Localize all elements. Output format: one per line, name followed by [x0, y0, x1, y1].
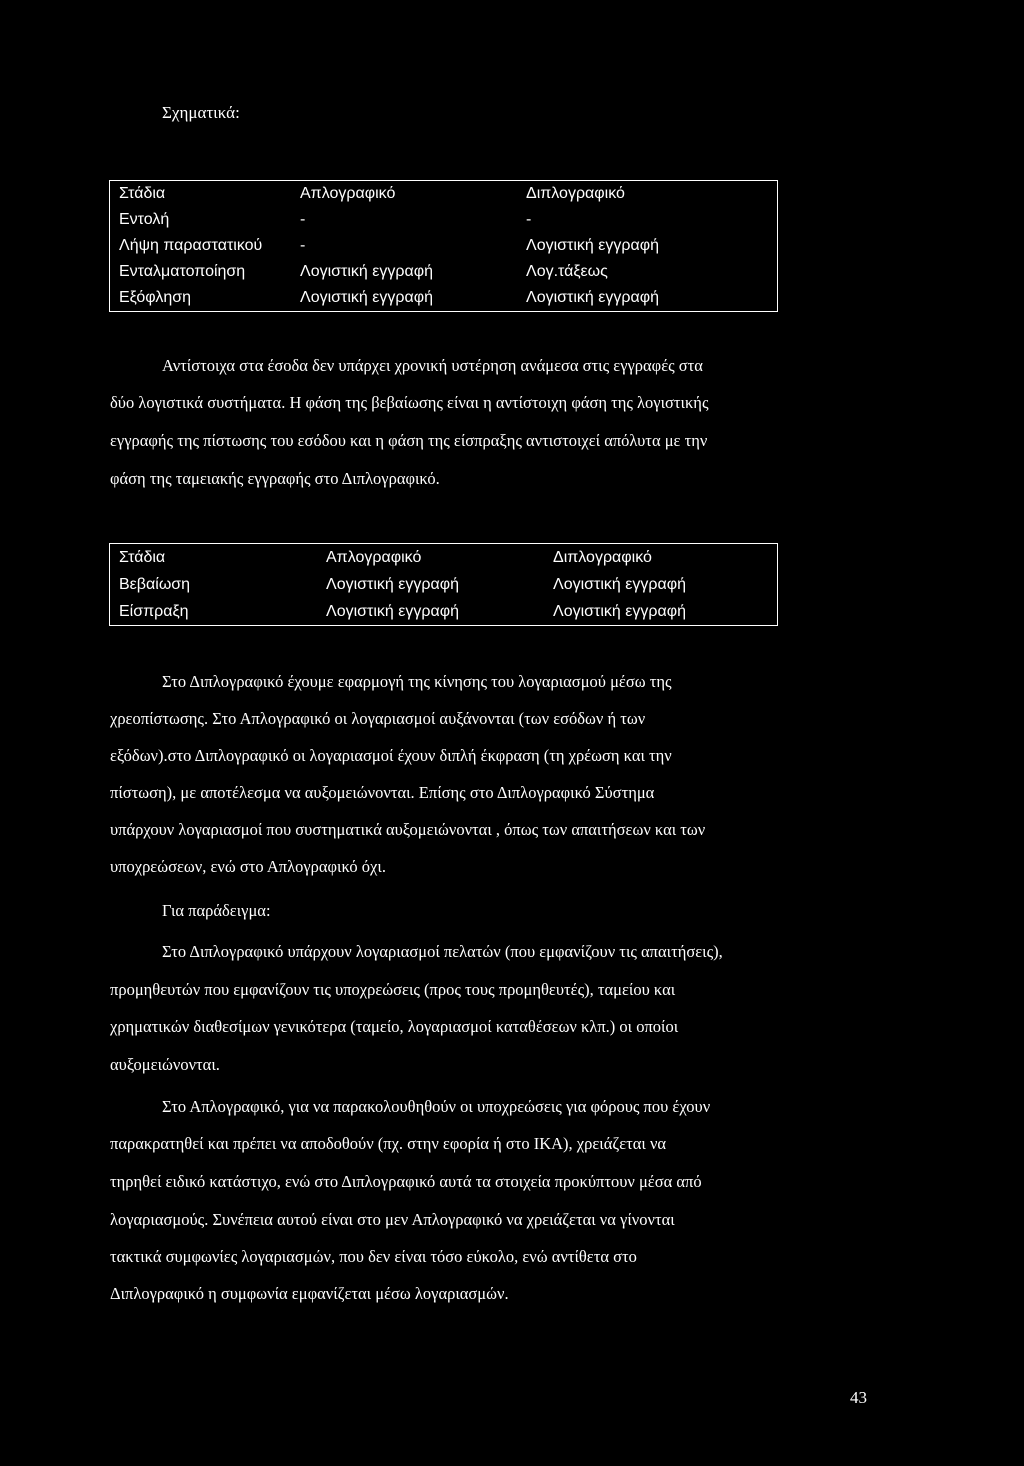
paragraph-line: τακτικά συμφωνίες λογαριασμών, που δεν είναι τόσο εύκολο, ενώ αντίθετα στο	[110, 1247, 637, 1266]
paragraph-line: εξόδων).στο Διπλογραφικό οι λογαριασμοί έχουν διπλή έκφραση (τη χρέωση και την	[110, 746, 672, 765]
paragraph-line: παρακρατηθεί και πρέπει να αποδοθούν (πχ. στην εφορία ή στο ΙΚΑ), χρειάζεται να	[110, 1134, 667, 1153]
paragraph-line: Διπλογραφικό η συμφωνία εμφανίζεται μέσω λογαριασμών.	[110, 1284, 509, 1303]
page-number: 43	[850, 1388, 867, 1407]
table-row	[110, 233, 778, 259]
table-cell: Λήψη παραστατικού	[119, 237, 263, 254]
paragraph-line: Αντίστοιχα στα έσοδα δεν υπάρχει χρονική υστέρηση ανάμεσα στις εγγραφές στα	[162, 356, 703, 375]
table-cell: Λογιστική εγγραφή	[326, 575, 459, 593]
table-cell: Λογ.τάξεως	[526, 263, 608, 280]
table-cell: Λογιστική εγγραφή	[553, 602, 686, 620]
table-cell: Λογιστική εγγραφή	[526, 237, 659, 254]
table-header-row	[110, 544, 778, 572]
paragraph-line: προμηθευτών που εμφανίζουν τις υποχρεώσεις (προς τους προμηθευτές), ταμείου και	[110, 980, 676, 999]
paragraph-line: Στο Διπλογραφικό έχουμε εφαρμογή της κίνησης του λογαριασμού μέσω της	[162, 672, 672, 691]
table-cell: Εντολή	[119, 211, 170, 228]
table-cell: -	[300, 211, 306, 228]
paragraph-line: Στο Διπλογραφικό υπάρχουν λογαριασμοί πελατών (που εμφανίζουν τις απαιτήσεις),	[162, 942, 723, 961]
paragraph-line: υπάρχουν λογαριασμοί που συστηματικά αυξομειώνονται , όπως των απαιτήσεων και των	[110, 820, 706, 839]
paragraph-line: Στο Απλογραφικό, για να παρακολουθηθούν οι υποχρεώσεις για φόρους που έχουν	[162, 1097, 711, 1116]
paragraph-line: τηρηθεί ειδικό κατάστιχο, ενώ στο Διπλογραφικό αυτά τα στοιχεία προκύπτουν μέσα από	[110, 1172, 702, 1191]
table-cell: -	[526, 211, 532, 228]
header-cell: Διπλογραφικό	[526, 185, 625, 202]
table-cell: Βεβαίωση	[119, 575, 191, 593]
table-row	[110, 598, 778, 626]
paragraph-line: φάση της ταμειακής εγγραφής στο Διπλογραφικό.	[110, 469, 440, 488]
paragraph-line: χρεοπίστωσης. Στο Απλογραφικό οι λογαριασμοί αυξάνονται (των εσόδων ή των	[110, 709, 646, 728]
table-row	[110, 259, 778, 285]
paragraph-line: χρηματικών διαθεσίμων γενικότερα (ταμείο, λογαριασμοί καταθέσεων κλπ.) οι οποίοι	[110, 1017, 679, 1036]
table-cell: Λογιστική εγγραφή	[526, 289, 659, 306]
table-row	[110, 571, 778, 598]
stages-table-expenses	[109, 180, 778, 312]
table-cell: Λογιστική εγγραφή	[326, 602, 459, 620]
paragraph-line: πίστωση), με αποτέλεσμα να αυξομειώνονται. Επίσης στο Διπλογραφικό Σύστημα	[110, 783, 655, 802]
example-label: Για παράδειγμα:	[162, 901, 271, 920]
table-cell: Είσπραξη	[119, 602, 189, 620]
table-cell: Λογιστική εγγραφή	[300, 263, 433, 280]
paragraph-line: αυξομειώνονται.	[110, 1055, 220, 1074]
table-row	[110, 285, 778, 312]
table-row	[110, 207, 778, 233]
header-cell: Απλογραφικό	[300, 185, 396, 202]
table-cell: -	[300, 237, 306, 254]
section-heading: Σχηματικά:	[162, 103, 240, 122]
paragraph-line: δύο λογιστικά συστήματα. Η φάση της βεβαίωσης είναι η αντίστοιχη φάση της λογιστικής	[110, 393, 709, 412]
header-cell: Στάδια	[119, 548, 166, 566]
header-cell: Απλογραφικό	[326, 548, 422, 566]
header-cell: Διπλογραφικό	[553, 548, 652, 566]
paragraph-line: υποχρεώσεων, ενώ στο Απλογραφικό όχι.	[110, 857, 386, 876]
paragraph-line: εγγραφής της πίστωσης του εσόδου και η φάση της είσπραξης αντιστοιχεί απόλυτα με την	[110, 431, 708, 450]
paragraph-line: λογαριασμούς. Συνέπεια αυτού είναι στο μεν Απλογραφικό να χρειάζεται να γίνονται	[110, 1210, 675, 1229]
table-cell: Εξόφληση	[119, 289, 192, 306]
table-cell: Λογιστική εγγραφή	[300, 289, 433, 306]
header-cell: Στάδια	[119, 185, 166, 202]
table-cell: Ενταλματοποίηση	[119, 263, 246, 280]
table-header-row	[110, 181, 778, 208]
table-cell: Λογιστική εγγραφή	[553, 575, 686, 593]
stages-table-revenue	[109, 543, 778, 626]
